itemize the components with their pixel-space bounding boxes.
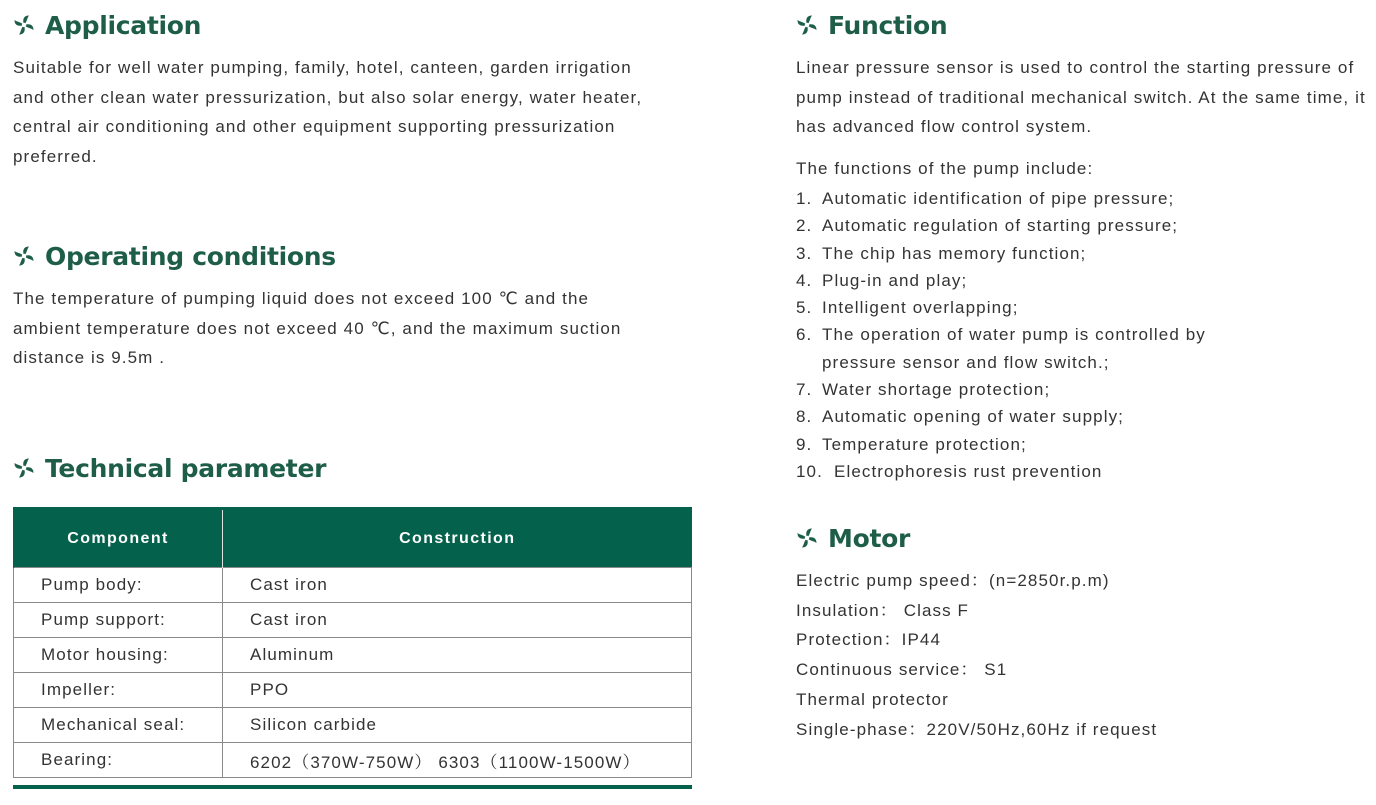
table-row bbox=[14, 743, 692, 778]
list-item bbox=[796, 376, 1222, 403]
item-text: The chip has memory function; bbox=[822, 243, 1087, 263]
technical-table bbox=[13, 507, 692, 778]
table-row bbox=[14, 673, 692, 708]
component-cell: Pump support: bbox=[14, 603, 223, 638]
function-intro: The functions of the pump include: bbox=[796, 159, 1094, 178]
item-number: 7. bbox=[796, 380, 813, 400]
component-cell: Bearing: bbox=[14, 743, 223, 778]
function-heading bbox=[796, 8, 947, 42]
technical-heading bbox=[13, 451, 326, 485]
item-text: Intelligent overlapping; bbox=[822, 298, 1019, 318]
list-item bbox=[796, 240, 1222, 267]
motor-title: Motor bbox=[828, 523, 911, 553]
function-title: Function bbox=[828, 10, 948, 40]
motor-spec-line: Thermal protector bbox=[796, 689, 949, 709]
fan-icon bbox=[13, 457, 35, 479]
list-item bbox=[796, 267, 1222, 294]
list-item bbox=[796, 458, 1222, 485]
application-heading bbox=[13, 8, 201, 42]
item-number: 10. bbox=[796, 461, 823, 481]
list-item bbox=[796, 403, 1222, 430]
item-text: Water shortage protection; bbox=[822, 380, 1051, 400]
application-text: Suitable for well water pumping, family, hotel, canteen, garden irrigation and other clean water pressurization, but also solar energy, water heater, central air conditioning and other equipment supporting pressurization preferred. bbox=[13, 58, 643, 167]
item-text: Temperature protection; bbox=[822, 434, 1027, 454]
fan-icon bbox=[796, 14, 818, 36]
item-text: Plug-in and play; bbox=[822, 270, 968, 290]
item-number: 2. bbox=[796, 216, 813, 236]
table-bottom-bar bbox=[13, 785, 692, 789]
table-row bbox=[14, 568, 692, 603]
header-component: Component bbox=[14, 509, 223, 568]
list-item bbox=[796, 294, 1222, 321]
list-item bbox=[796, 431, 1222, 458]
component-cell: Pump body: bbox=[14, 568, 223, 603]
motor-spec-line: Insulation： Class F bbox=[796, 600, 970, 620]
component-cell: Motor housing: bbox=[14, 638, 223, 673]
operating-heading bbox=[13, 239, 336, 273]
operating-text: The temperature of pumping liquid does not exceed 100 ℃ and the ambient temperature does not exceed 40 ℃, and the maximum suction distance is 9.5m . bbox=[13, 289, 622, 368]
list-item bbox=[796, 212, 1222, 239]
construction-cell: Cast iron bbox=[223, 568, 692, 603]
item-number: 5. bbox=[796, 298, 813, 318]
operating-title: Operating conditions bbox=[45, 241, 336, 271]
fan-icon bbox=[796, 527, 818, 549]
construction-cell: Aluminum bbox=[223, 638, 692, 673]
technical-title: Technical parameter bbox=[45, 453, 327, 483]
table-row bbox=[14, 708, 692, 743]
construction-cell: Silicon carbide bbox=[223, 708, 692, 743]
list-item bbox=[796, 321, 1222, 376]
item-text: Automatic identification of pipe pressure; bbox=[822, 189, 1175, 208]
construction-cell: PPO bbox=[223, 673, 692, 708]
function-text: Linear pressure sensor is used to control the starting pressure of pump instead of traditional mechanical switch. At the same time, it has advanced flow control system. bbox=[796, 58, 1366, 137]
table-row bbox=[14, 638, 692, 673]
motor-spec-line: Electric pump speed：(n=2850r.p.m) bbox=[796, 571, 1110, 590]
motor-spec-line: Protection：IP44 bbox=[796, 630, 942, 650]
item-text: Electrophoresis rust prevention bbox=[834, 461, 1103, 481]
list-item bbox=[796, 185, 1222, 212]
component-cell: Mechanical seal: bbox=[14, 708, 223, 743]
application-title: Application bbox=[45, 10, 202, 40]
construction-cell: Cast iron bbox=[223, 603, 692, 638]
construction-cell: 6202（370W-750W） 6303（1100W-1500W） bbox=[223, 743, 692, 778]
header-construction: Construction bbox=[223, 509, 692, 568]
item-text: Automatic opening of water supply; bbox=[822, 407, 1124, 427]
item-number: 9. bbox=[796, 434, 813, 454]
motor-list bbox=[796, 566, 1157, 744]
function-list bbox=[796, 185, 1222, 485]
fan-icon bbox=[13, 245, 35, 267]
fan-icon bbox=[13, 14, 35, 36]
item-number: 3. bbox=[796, 243, 813, 263]
table-row bbox=[14, 603, 692, 638]
item-number: 1. bbox=[796, 189, 813, 208]
item-text: Automatic regulation of starting pressure; bbox=[822, 216, 1179, 236]
item-text: The operation of water pump is controlled by pressure sensor and flow switch.; bbox=[822, 325, 1206, 372]
item-number: 4. bbox=[796, 270, 813, 290]
component-cell: Impeller: bbox=[14, 673, 223, 708]
motor-heading bbox=[796, 521, 910, 555]
motor-spec-line: Single-phase：220V/50Hz,60Hz if request bbox=[796, 719, 1158, 739]
item-number: 8. bbox=[796, 407, 813, 427]
item-number: 6. bbox=[796, 325, 813, 345]
motor-spec-line: Continuous service： S1 bbox=[796, 660, 1008, 680]
table-header-row bbox=[14, 509, 692, 568]
